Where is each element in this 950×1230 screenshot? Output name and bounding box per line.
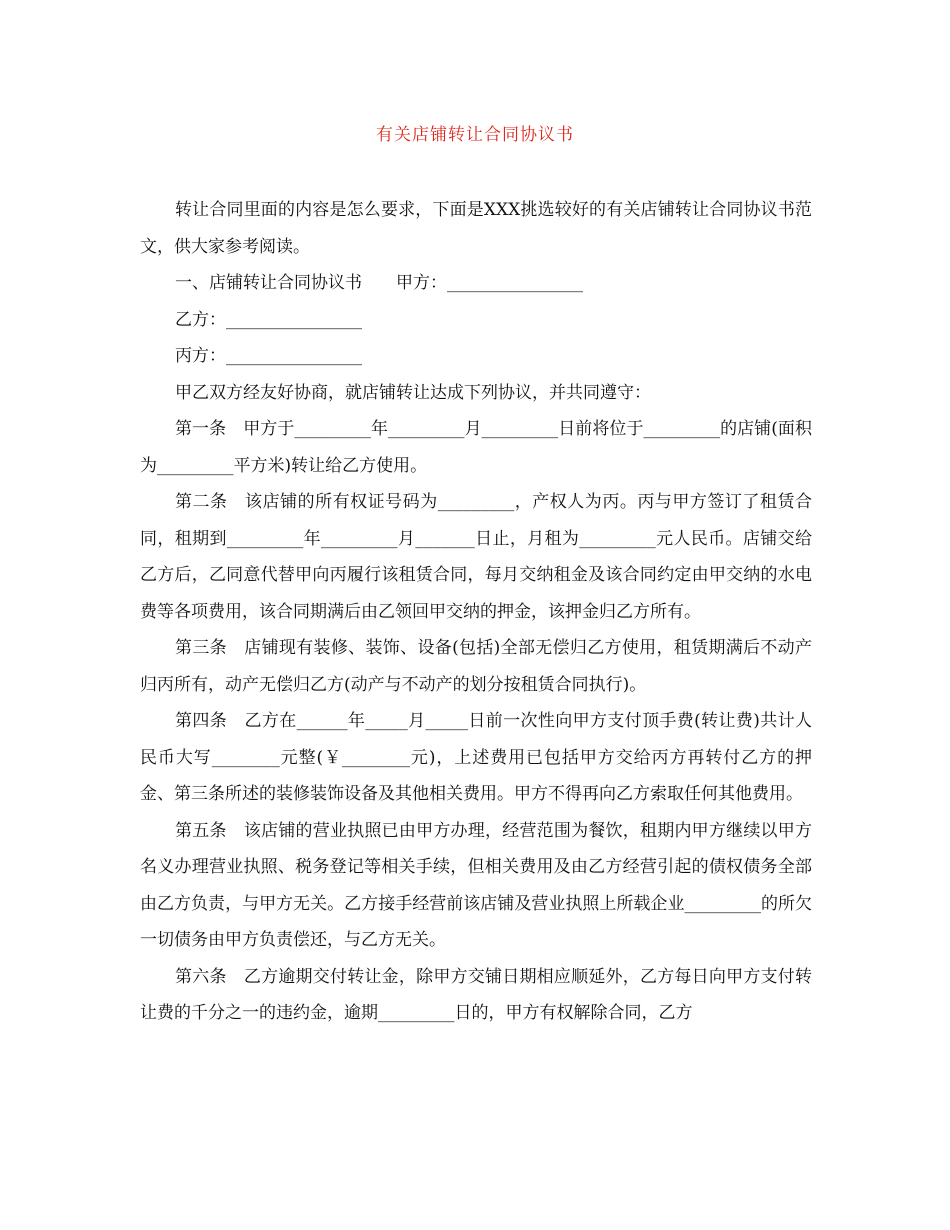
article-3: 第三条 店铺现有装修、装饰、设备(包括)全部无偿归乙方使用，租赁期满后不动产归丙所有，动产无偿归乙方(动产与不动产的划分按租赁合同执行)。 [140, 638, 812, 695]
document-body [140, 192, 812, 1032]
article-4: 第四条 乙方在______年_____月_____日前一次性向甲方支付顶手费(转让费)共计人民币大写________元整(￥________元)，上述费用已包括甲方交给丙方再转付乙方的押金、第三条所述的装修装饰设备及其他相关费用。甲方不得再向乙方索取任何其他费用。 [140, 711, 812, 804]
party-c-line: 丙方：________________ [175, 346, 362, 366]
party-b-line: 乙方：________________ [175, 309, 362, 330]
section-heading-party-a: 一、店铺转让合同协议书 甲方：________________ [175, 273, 583, 293]
article-2: 第二条 该店铺的所有权证号码为_________，产权人为丙。丙与甲方签订了租赁合同，租期到_________年_________月_______日止，月租为_________元人民币。店铺交给乙方后，乙同意代替甲向丙履行该租赁合同，每月交纳租金及该合同约定由甲交纳的水电费等各项费用，该合同期满后由乙领回甲交纳的押金，该押金归乙方所有。 [140, 492, 812, 622]
article-1: 第一条 甲方于_________年_________月_________日前将位于_________的店铺(面积为_________平方米)转让给乙方使用。 [140, 419, 812, 476]
article-5: 第五条 该店铺的营业执照已由甲方办理，经营范围为餐饮，租期内甲方继续以甲方名义办理营业执照、税务登记等相关手续，但相关费用及由乙方经营引起的债权债务全部由乙方负责，与甲方无关。乙方接手经营前该店铺及营业执照上所载企业_________的所欠一切债务由甲方负责偿还，与乙方无关。 [140, 820, 812, 950]
agreement-intro: 甲乙双方经友好协商，就店铺转让达成下列协议，并共同遵守： [175, 382, 651, 403]
document-title: 有关店铺转让合同协议书 [376, 125, 574, 145]
intro-paragraph: 转让合同里面的内容是怎么要求，下面是XXX挑选较好的有关店铺转让合同协议书范文，供大家参考阅读。 [140, 200, 812, 257]
article-6: 第六条 乙方逾期交付转让金，除甲方交铺日期相应顺延外，乙方每日向甲方支付转让费的千分之一的违约金，逾期_________日的，甲方有权解除合同，乙方 [140, 966, 812, 1023]
